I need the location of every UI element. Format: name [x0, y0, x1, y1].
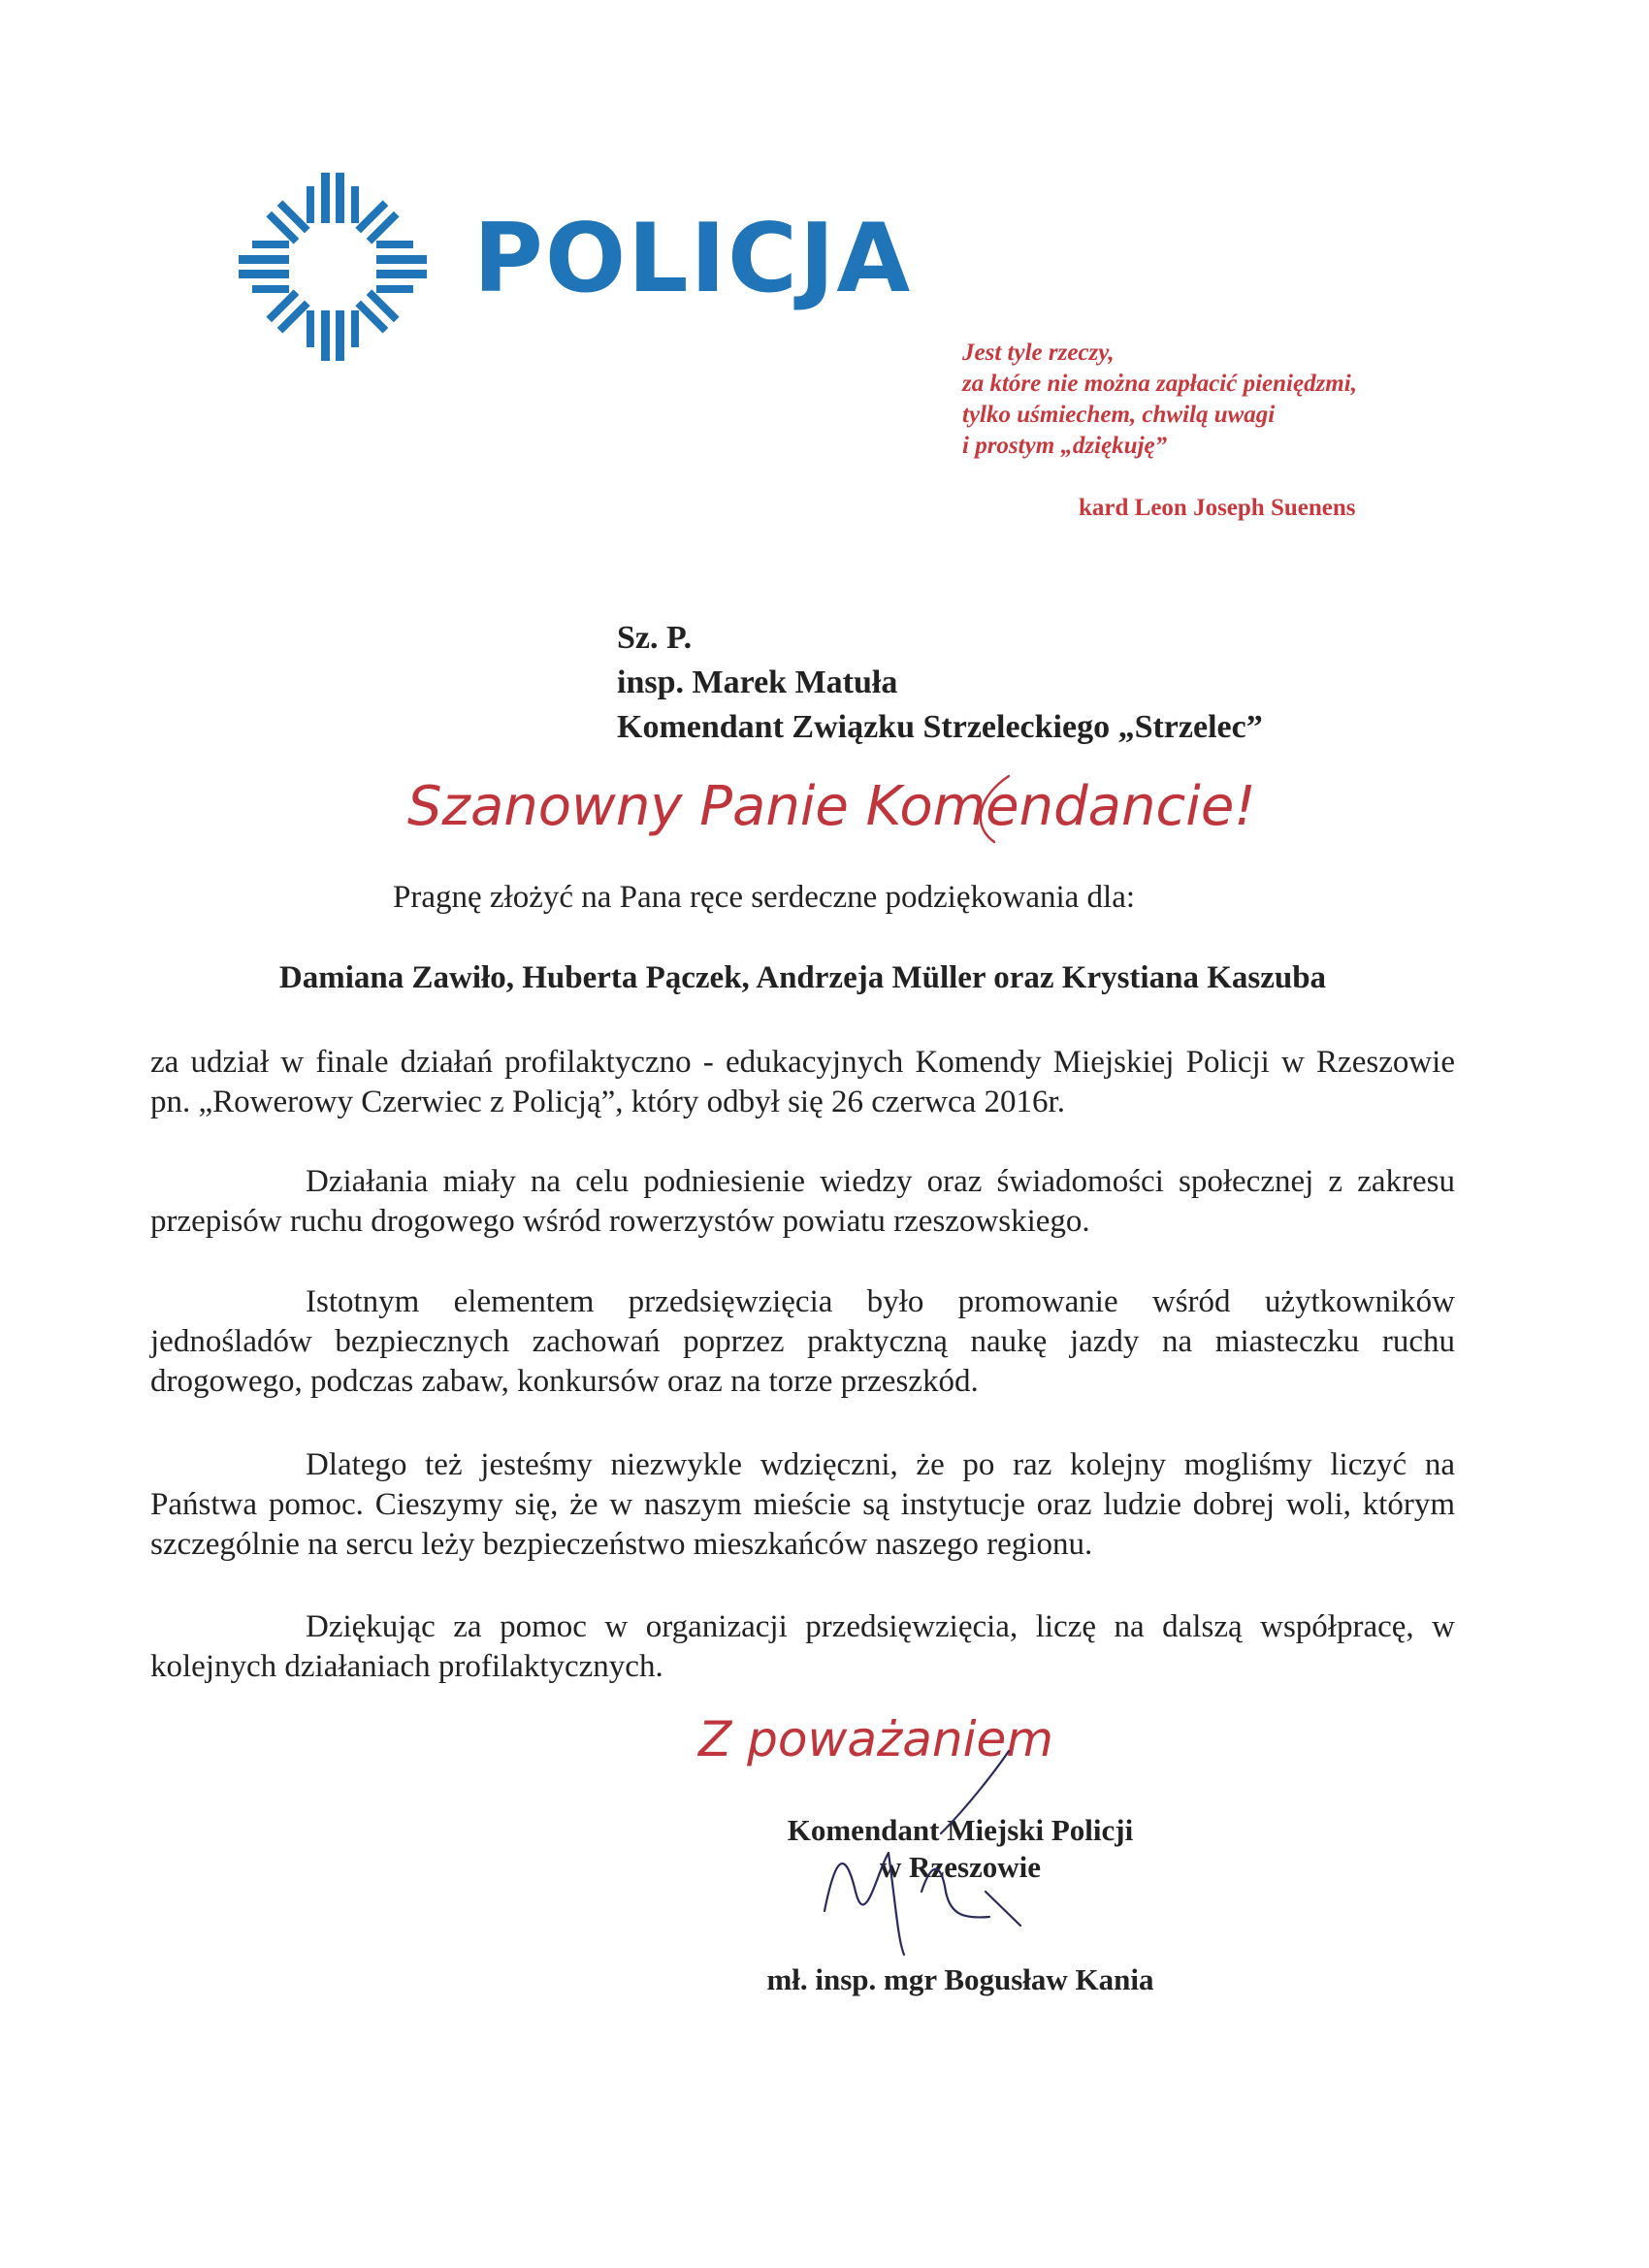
addressee-block: [617, 616, 1263, 750]
paragraph: Dlatego też jesteśmy niezwykle wdzięczni, że po raz kolejny mogliśmy liczyć na Państwa pomoc. Cieszymy się, że w naszym mieście są instytucje oraz ludzie dobrej woli, którym szczególnie na sercu leży bezpieczeństwo mieszkańców naszego regionu.: [150, 1447, 1455, 1562]
quote-line: za które nie można zapłacić pieniędzmi,: [962, 371, 1357, 397]
paragraph: za udział w finale działań profilaktyczno - edukacyjnych Komendy Miejskiej Policji w Rzeszowie pn. „Rowerowy Czerwiec z Policją”, który odbył się 26 czerwca 2016r.: [150, 1045, 1455, 1119]
intro-line: Pragnę złożyć na Pana ręce serdeczne podziękowania dla:: [393, 880, 1136, 915]
signatory-name: mł. insp. mgr Bogusław Kania: [766, 1962, 1154, 1996]
motto-quote: [962, 338, 1467, 462]
signature-scribble: [795, 1746, 1106, 1969]
paragraph: Działania miały na celu podniesienie wiedzy oraz świadomości społecznej z zakresu przepisów ruchu drogowego wśród rowerzystów powiatu rzeszowskiego.: [150, 1164, 1455, 1239]
paragraph: Istotnym elementem przedsięwzięcia było promowanie wśród użytkowników jednośladów bezpiecznych zachowań poprzez praktyczną naukę jazdy na miasteczku ruchu drogowego, podczas zabaw, konkursów oraz na torze przeszkód.: [150, 1284, 1455, 1399]
quote-author: kard Leon Joseph Suenens: [1079, 495, 1356, 521]
handwritten-greeting: [388, 757, 1319, 863]
quote-line: tylko uśmiechem, chwilą uwagi: [962, 402, 1276, 428]
quote-line: i prostym „dziękuję”: [962, 433, 1168, 459]
recipients-names: Damiana Zawiło, Huberta Pączek, Andrzeja Müller oraz Krystiana Kaszuba: [278, 960, 1327, 995]
policja-logo: [231, 165, 913, 369]
signatory-title-line: Komendant Miejski Policji: [787, 1813, 1134, 1847]
logo-wordmark: POLICJA: [473, 204, 913, 314]
paragraph: Dziękując za pomoc w organizacji przedsięwzięcia, liczę na dalszą współpracę, w kolejnych działaniach profilaktycznych.: [150, 1609, 1455, 1684]
handwritten-greeting-text: Szanowny Panie Komendancie!: [407, 775, 1256, 838]
signatory-title-line: w Rzeszowie: [879, 1850, 1042, 1884]
police-star-icon: [231, 165, 435, 369]
addressee-position: Komendant Związku Strzeleckiego „Strzelec”: [617, 709, 1263, 745]
quote-line: Jest tyle rzeczy,: [962, 340, 1115, 366]
handwritten-closing-text: Z poważaniem: [698, 1711, 1053, 1767]
addressee-name: insp. Marek Matuła: [617, 664, 898, 700]
addressee-salutation: Sz. P.: [617, 620, 693, 656]
